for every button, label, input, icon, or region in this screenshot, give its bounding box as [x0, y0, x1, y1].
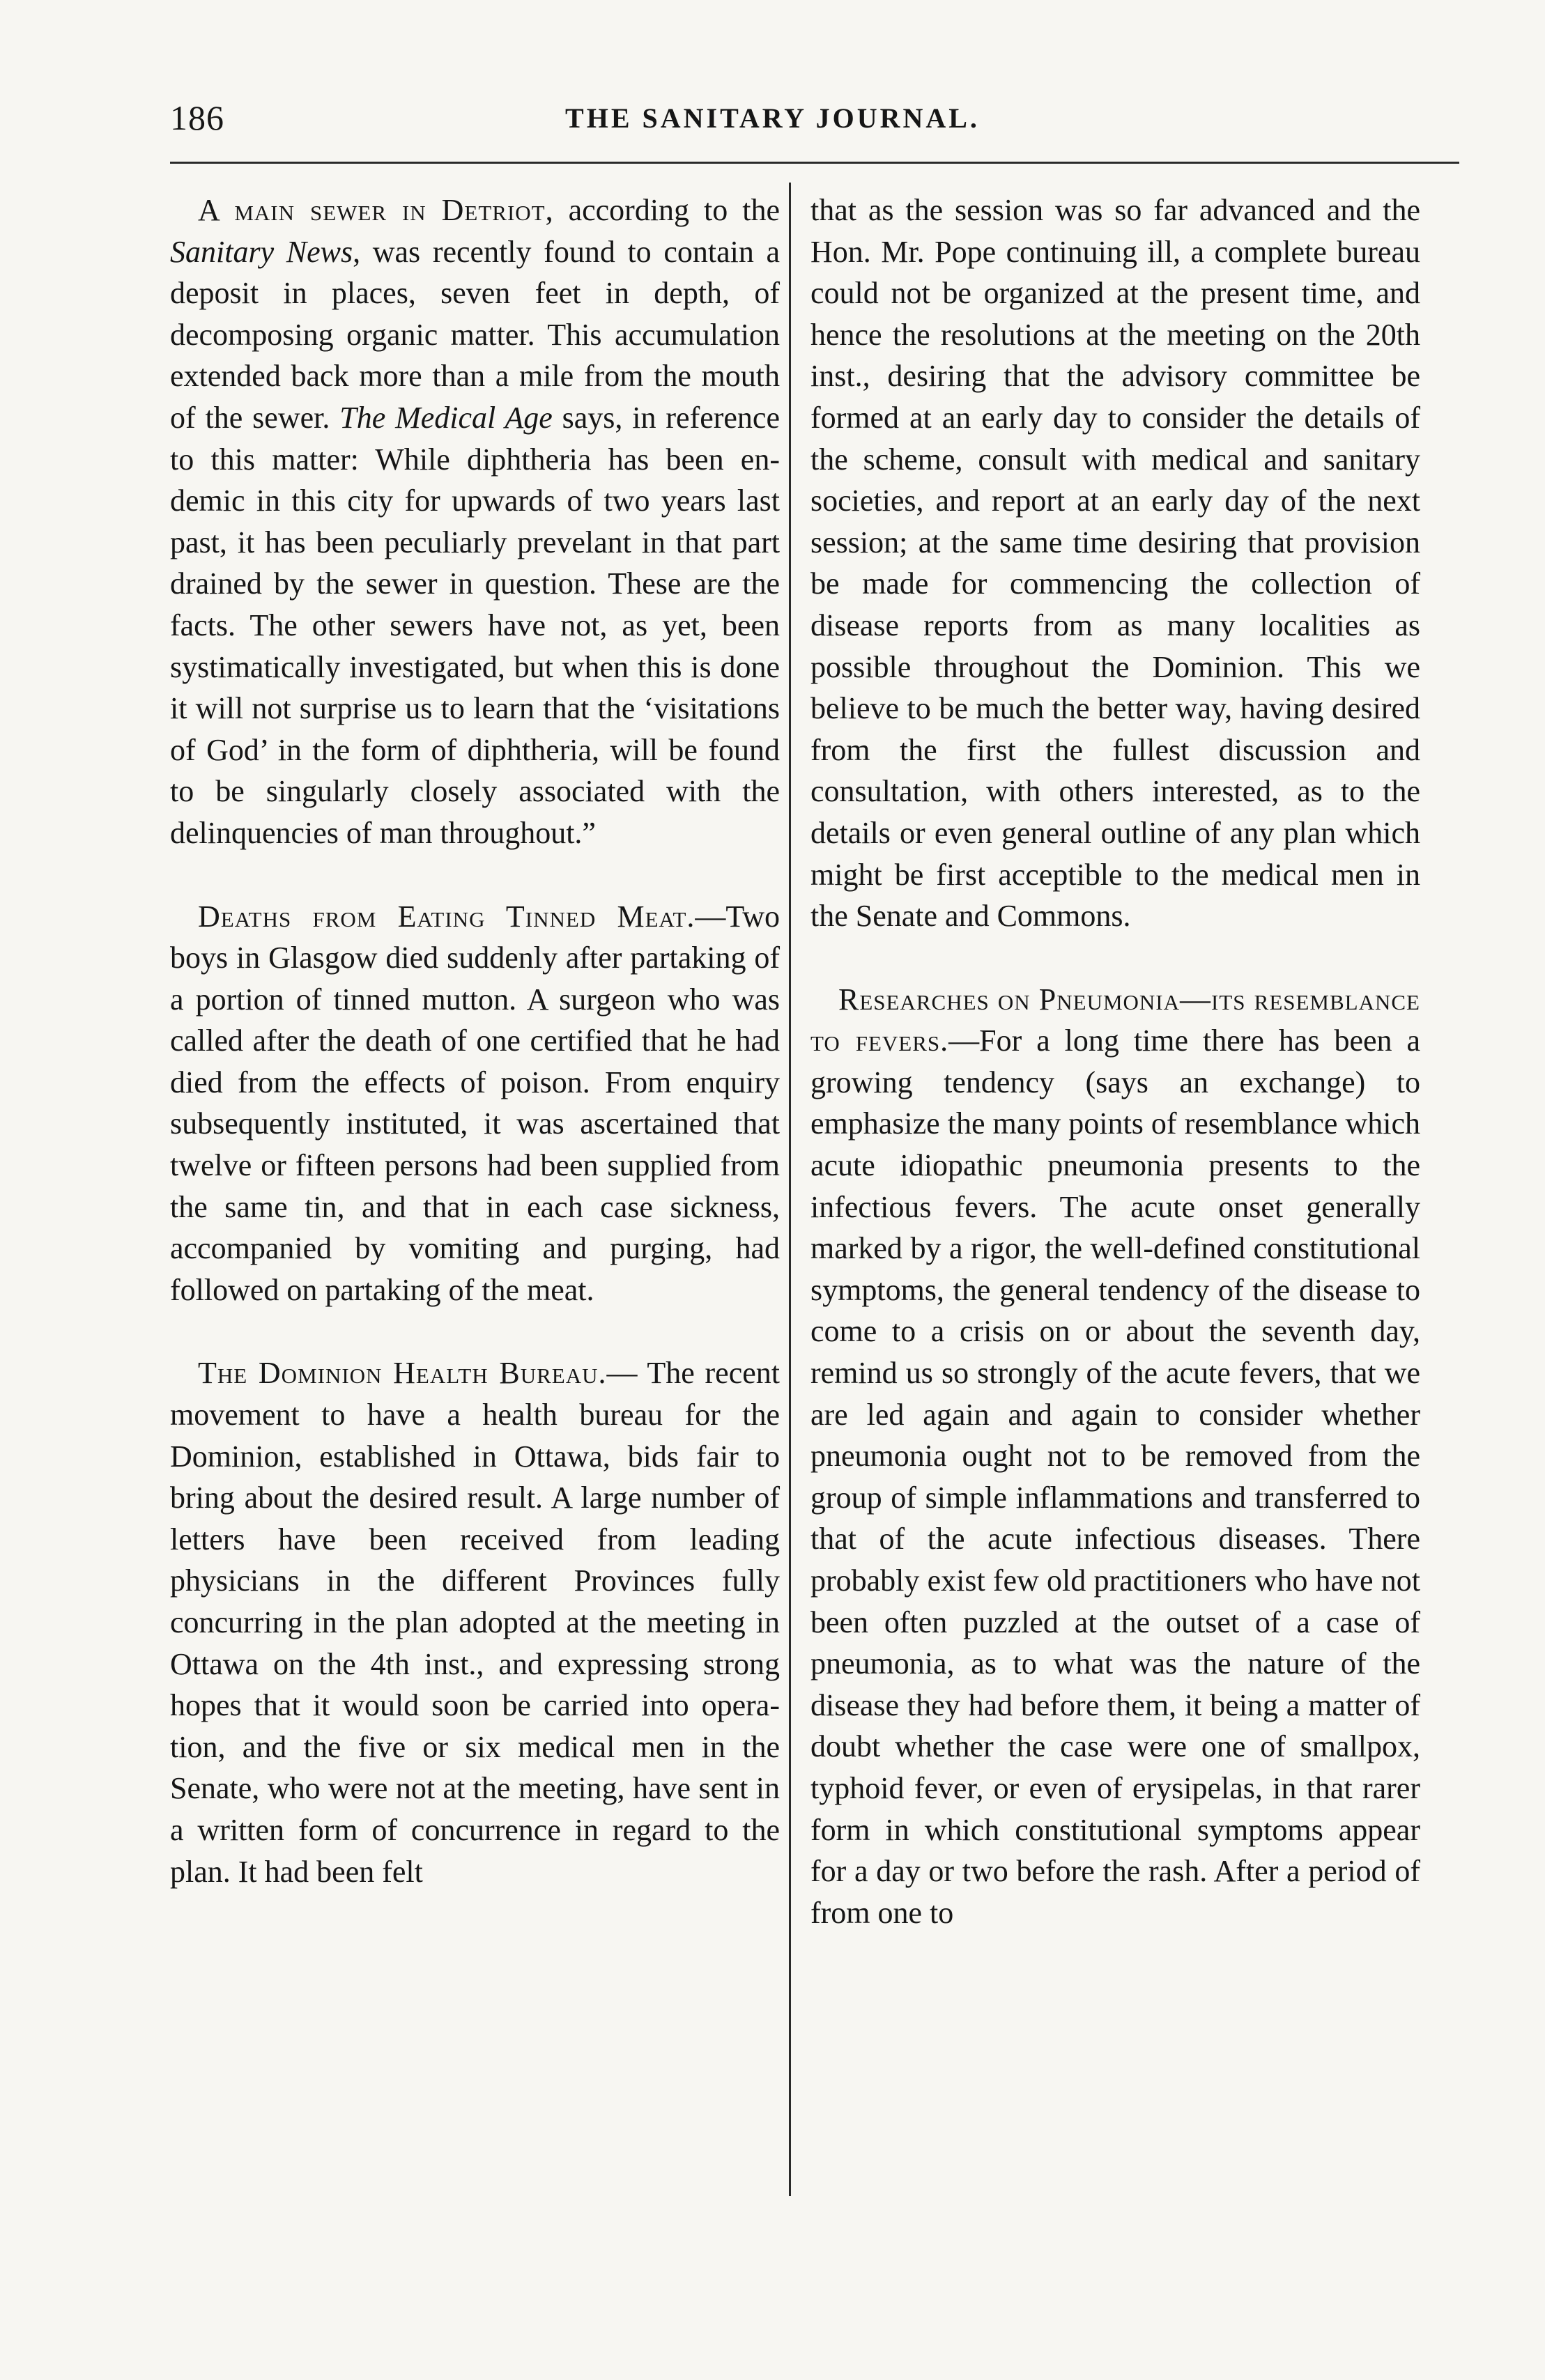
article-lead: A main sewer in Detriot, [198, 193, 554, 227]
article-health-bureau [170, 1352, 780, 1892]
article-text: , was recently found to contain a deposit in places, seven feet in depth, of decomposing organic matter. This accumulation extended back more than a mile from the mouth of the sewer. [170, 234, 781, 435]
column-divider [789, 183, 791, 2196]
publication-title: The Medical Age [339, 400, 553, 435]
article-pneumonia [810, 979, 1420, 1934]
article-text: says, in reference to this matter: While diphtheria has been endemic in this city for upwards of two years last past, it has been peculiarly prevelant in that part drained by the sewer in question. These are the facts. The other sewers have not, as yet, been systimatically investigated, but when this is done it will not surprise us to learn that the ‘visitations of God’ in the form of diphtheria, will be found to be singularly closely associated with the delinquencies of man throughout.” [170, 400, 780, 850]
article-health-bureau-continued: that as the session was so far advanced and the Hon. Mr. Pope continuing ill, a complete bureau could not be organized at the present time, and hence the resolutions at the meeting on the 20th inst., desiring that the advisory committee be formed at an early day to consider the details of the scheme, consult with medical and sanitary societies, and report at an early day of the next session; at the same time desiring that provision be made for commencing the collection of disease reports from as many localities as possible throughout the Dominion. This we believe to be much the better way, having desired from the first the fullest discussion and consultation, with others interested, as to the details or even general outline of any plan which might be first acceptible to the medical men in the Senate and Commons. [810, 193, 1420, 934]
page-number: 186 [170, 98, 224, 137]
header-rule [170, 162, 1459, 164]
article-text: — The recent movement to have a health bureau for the Dominion, established in Ottawa, bids fair to bring about the desired result. A large number of letters have been received from leading physicians in the different Provinces fully concurring in the plan adopted at the meeting in Ottawa on the 4th inst., and expressing strong hopes that it would soon be carried into operation, and the five or six medical men in the Senate, who were not at the meeting, have sent in a written form of concurrence in regard to the plan. It had been felt [170, 1356, 780, 1889]
article-text: —Two boys in Glasgow died suddenly after partaking of a portion of tinned mutton. A surgeon who was called after the death of one certified that he had died from the effects of poison. From enquiry subsequently instituted, it was ascertained that twelve or fifteen persons had been supplied from the same tin, and that in each case sickness, accompanied by vomiting and purging, had followed on partaking of the meat. [170, 899, 780, 1307]
running-head: THE SANITARY JOURNAL. [565, 102, 980, 134]
article-text: —For a long time there has been a growing tendency (says an exchange) to emphasize the many points of resemblance which acute idiopathic pneumonia presents to the infectious fevers. The acute onset generally marked by a rigor, the well-defined constitutional symptoms, the general tendency of the disease to come to a crisis on or about the seventh day, remind us so strongly of the acute fevers, that we are led again and again to consider whether pneumonia ought not to be removed from the group of simple inflammations and transferred to that of the acute infectious diseases. There probably exist few old practitioners who have not been often puzzled at the outset of a case of pneumonia, as to what was the nature of the disease they had before them, it being a matter of doubt whether the case were one of smallpox, typhoid fever, or even of erysipelas, in that rarer form in which constitutional symptoms appear for a day or two before the rash. After a period of from one to [810, 1023, 1420, 1930]
article-heading: Deaths from Eating Tinned Meat. [198, 899, 695, 934]
article-tinned-meat [170, 896, 780, 1311]
article-heading: The Dominion Health Bureau. [198, 1356, 607, 1391]
publication-title: Sanitary News [170, 234, 353, 269]
article-detroit-sewer [170, 190, 780, 854]
article-text: according to the [553, 193, 780, 227]
right-column [810, 190, 1420, 1975]
left-column [170, 190, 780, 1934]
page-header [0, 98, 1545, 153]
article-heading: Researches on Pneumonia—its resemblance to fevers. [810, 982, 1420, 1058]
